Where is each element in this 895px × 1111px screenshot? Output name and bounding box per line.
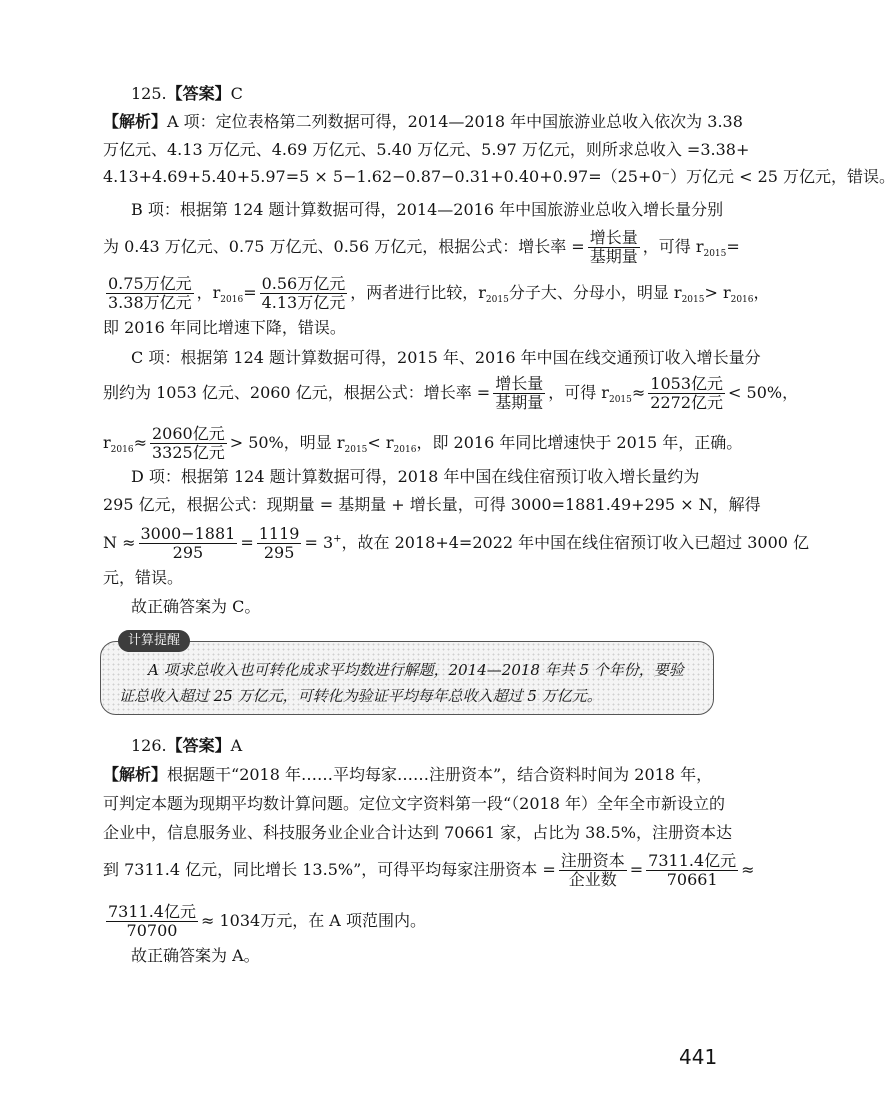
q126-text-5: ≈ 1034万元，在 A 项范围内。 <box>201 911 426 930</box>
d-fraction-1 <box>139 525 238 562</box>
q125-c-text-c: ≈ <box>631 383 646 402</box>
tip-line2: 证总收入超过 25 万亿元，可转化为验证平均每年总收入超过 5 万亿元。 <box>119 687 602 705</box>
fraction-numerator: 7311.4亿元 <box>108 902 196 921</box>
q125-b-line1: B 项：根据第 124 题计算数据可得，2014—2016 年中国旅游业总收入增长量分别 <box>131 200 724 219</box>
q125-d-text-c: ，故在 2018+4=2022 年中国在线住宿预订收入已超过 3000 亿 <box>341 533 810 552</box>
q125-b-text-b: ，可得 r <box>642 237 704 256</box>
q125-c-text-b: ，可得 r <box>548 383 609 402</box>
q125-c-text-3b: ≈ <box>133 433 147 452</box>
q126-conclusion: 故正确答案为 A。 <box>131 946 260 965</box>
fraction-numerator: 0.56万亿元 <box>261 274 346 293</box>
q125-b-text-3d: ， <box>753 283 770 302</box>
q125-answer-letter: C <box>230 84 243 103</box>
fraction-denominator: 企业数 <box>568 870 617 889</box>
c-r2016-fraction <box>150 425 227 462</box>
q126-text-4a: 到 7311.4 亿元，同比增长 13.5%”，可得平均每家注册资本 = <box>103 860 556 879</box>
q125-a-line3: 4.13+4.69+5.40+5.97=5 × 5−1.62−0.87−0.31+0.40+0.97=（25+0⁻）万亿元 < 25 万亿元，错误。 <box>103 167 895 186</box>
value-fraction <box>646 852 738 889</box>
q125-d-eq: = <box>240 533 254 552</box>
q125-analysis-tag: 【解析】 <box>103 112 168 131</box>
q125-d-line4: 元，错误。 <box>103 568 184 587</box>
q126-approx: ≈ <box>741 860 755 879</box>
fraction-numerator: 注册资本 <box>560 851 625 870</box>
q126-line1: 根据题干“2018 年……平均每家……注册资本”，结合资料时间为 2018 年， <box>167 765 713 784</box>
q125-a-line2: 万亿元、4.13 万亿元、4.69 万亿元、5.40 万亿元、5.97 万亿元，则所求总收入 =3.38+ <box>103 140 750 159</box>
q125-c-text-3a: r <box>103 433 111 452</box>
subscript-2016: 2016 <box>110 445 134 456</box>
q125-b-text-c: = <box>726 237 740 256</box>
q126-analysis-tag: 【解析】 <box>103 765 168 784</box>
q125-conclusion: 故正确答案为 C。 <box>131 597 261 616</box>
page-number: 441 <box>679 1045 718 1069</box>
subscript-2016: 2016 <box>220 295 244 306</box>
fraction-denominator: 295 <box>172 543 204 562</box>
fraction-numerator: 3000−1881 <box>140 524 236 543</box>
q125-d-text-a: N ≈ <box>103 533 136 552</box>
fraction-denominator: 70700 <box>126 921 178 940</box>
subscript-2015: 2015 <box>608 395 632 406</box>
q125-c-text-3c: > 50%，明显 r <box>229 433 345 452</box>
fraction-denominator: 基期量 <box>589 247 638 266</box>
q125-b-text-3b: 分子大、分母小，明显 r <box>508 283 682 302</box>
fraction-denominator: 基期量 <box>495 393 544 412</box>
approx-fraction <box>106 903 198 940</box>
q125-c-text-3e: ，即 2016 年同比增速快于 2015 年，正确。 <box>416 433 743 452</box>
fraction-denominator: 295 <box>263 543 295 562</box>
fraction-numerator: 1053亿元 <box>650 374 724 393</box>
q125-d-text-b: = 3 <box>304 533 334 552</box>
q126-line4 <box>103 852 755 889</box>
q126-header <box>131 735 242 757</box>
fraction-denominator: 3.38万亿元 <box>108 293 192 312</box>
fraction-numerator: 7311.4亿元 <box>648 851 737 870</box>
fraction-denominator: 4.13万亿元 <box>261 293 346 312</box>
capital-per-firm-fraction <box>559 852 627 889</box>
q125-c-line2 <box>103 375 798 412</box>
q125-b-line2 <box>103 229 740 266</box>
q126-line3: 企业中，信息服务业、科技服务业企业合计达到 70661 家，占比为 38.5%，注册资本达 <box>103 823 732 842</box>
calculation-tip-label: 计算提醒 <box>118 630 190 652</box>
fraction-numerator: 2060亿元 <box>151 424 225 443</box>
q126-line2: 可判定本题为现期平均数计算问题。定位文字资料第一段“（2018 年）全年全市新设立的 <box>103 794 725 813</box>
q125-c-line1: C 项：根据第 124 题计算数据可得，2015 年、2016 年中国在线交通预订收入增长量分 <box>131 348 761 367</box>
q126-line5 <box>103 903 426 940</box>
fraction-denominator: 70661 <box>666 870 718 889</box>
subscript-2015: 2015 <box>681 295 705 306</box>
subscript-2016: 2016 <box>393 445 417 456</box>
growth-rate-fraction <box>588 229 640 266</box>
subscript-2015: 2015 <box>703 249 727 260</box>
q125-c-text-d: < 50%， <box>728 383 799 402</box>
fraction-numerator: 增长量 <box>589 228 638 247</box>
fraction-numerator: 增长量 <box>495 374 544 393</box>
q125-c-text-a: 别约为 1053 亿元、2060 亿元，根据公式：增长率 = <box>103 383 491 402</box>
q125-a-line1: A 项：定位表格第二列数据可得，2014—2018 年中国旅游业总收入依次为 3.38 <box>167 112 743 131</box>
r2016-fraction <box>260 275 348 312</box>
c-r2015-fraction <box>648 375 725 412</box>
q125-d-line1: D 项：根据第 124 题计算数据可得，2018 年中国在线住宿预订收入增长量约为 <box>131 467 700 486</box>
q125-b-line3 <box>103 275 770 312</box>
r2015-fraction <box>106 275 194 312</box>
q125-b-line4: 即 2016 年同比增速下降，错误。 <box>103 318 346 337</box>
fraction-numerator: 0.75万亿元 <box>108 274 192 293</box>
q126-eq: = <box>629 860 644 879</box>
q125-d-line2: 295 亿元，根据公式：现期量 = 基期量 + 增长量，可得 3000=1881.49+295 × N，解得 <box>103 495 761 514</box>
q125-answer-tag: 【答案】 <box>166 84 231 103</box>
fraction-numerator: 1119 <box>258 524 300 543</box>
growth-rate-fraction <box>493 375 545 412</box>
tip-line1: A 项求总收入也可转化成求平均数进行解题，2014—2018 年共 5 个年份，要验 <box>148 661 684 679</box>
q125-d-line3 <box>103 525 809 562</box>
d-fraction-2 <box>257 525 302 562</box>
fraction-denominator: 2272亿元 <box>650 393 724 412</box>
q125-b-r: ，r <box>196 283 221 302</box>
q125-c-text-3d: < r <box>367 433 394 452</box>
q125-b-text-3c: > r <box>704 283 731 302</box>
subscript-2016: 2016 <box>730 295 754 306</box>
q126-answer-tag: 【答案】 <box>166 736 231 755</box>
q125-number: 125. <box>131 84 167 103</box>
q125-b-text-3a: ，两者进行比较，r <box>350 283 486 302</box>
q125-header <box>131 83 243 105</box>
q126-analysis-line1 <box>103 764 712 786</box>
subscript-2015: 2015 <box>485 295 509 306</box>
q125-c-line3 <box>103 425 742 462</box>
q125-analysis-line1 <box>103 111 743 133</box>
q126-answer-letter: A <box>230 736 243 755</box>
superscript-plus: + <box>333 533 342 545</box>
q125-b-text-a: 为 0.43 万亿元、0.75 万亿元、0.56 万亿元，根据公式：增长率 = <box>103 237 585 256</box>
q125-b-eq: = <box>243 283 257 302</box>
fraction-denominator: 3325亿元 <box>151 443 225 462</box>
subscript-2015: 2015 <box>344 445 368 456</box>
q126-number: 126. <box>131 736 167 755</box>
